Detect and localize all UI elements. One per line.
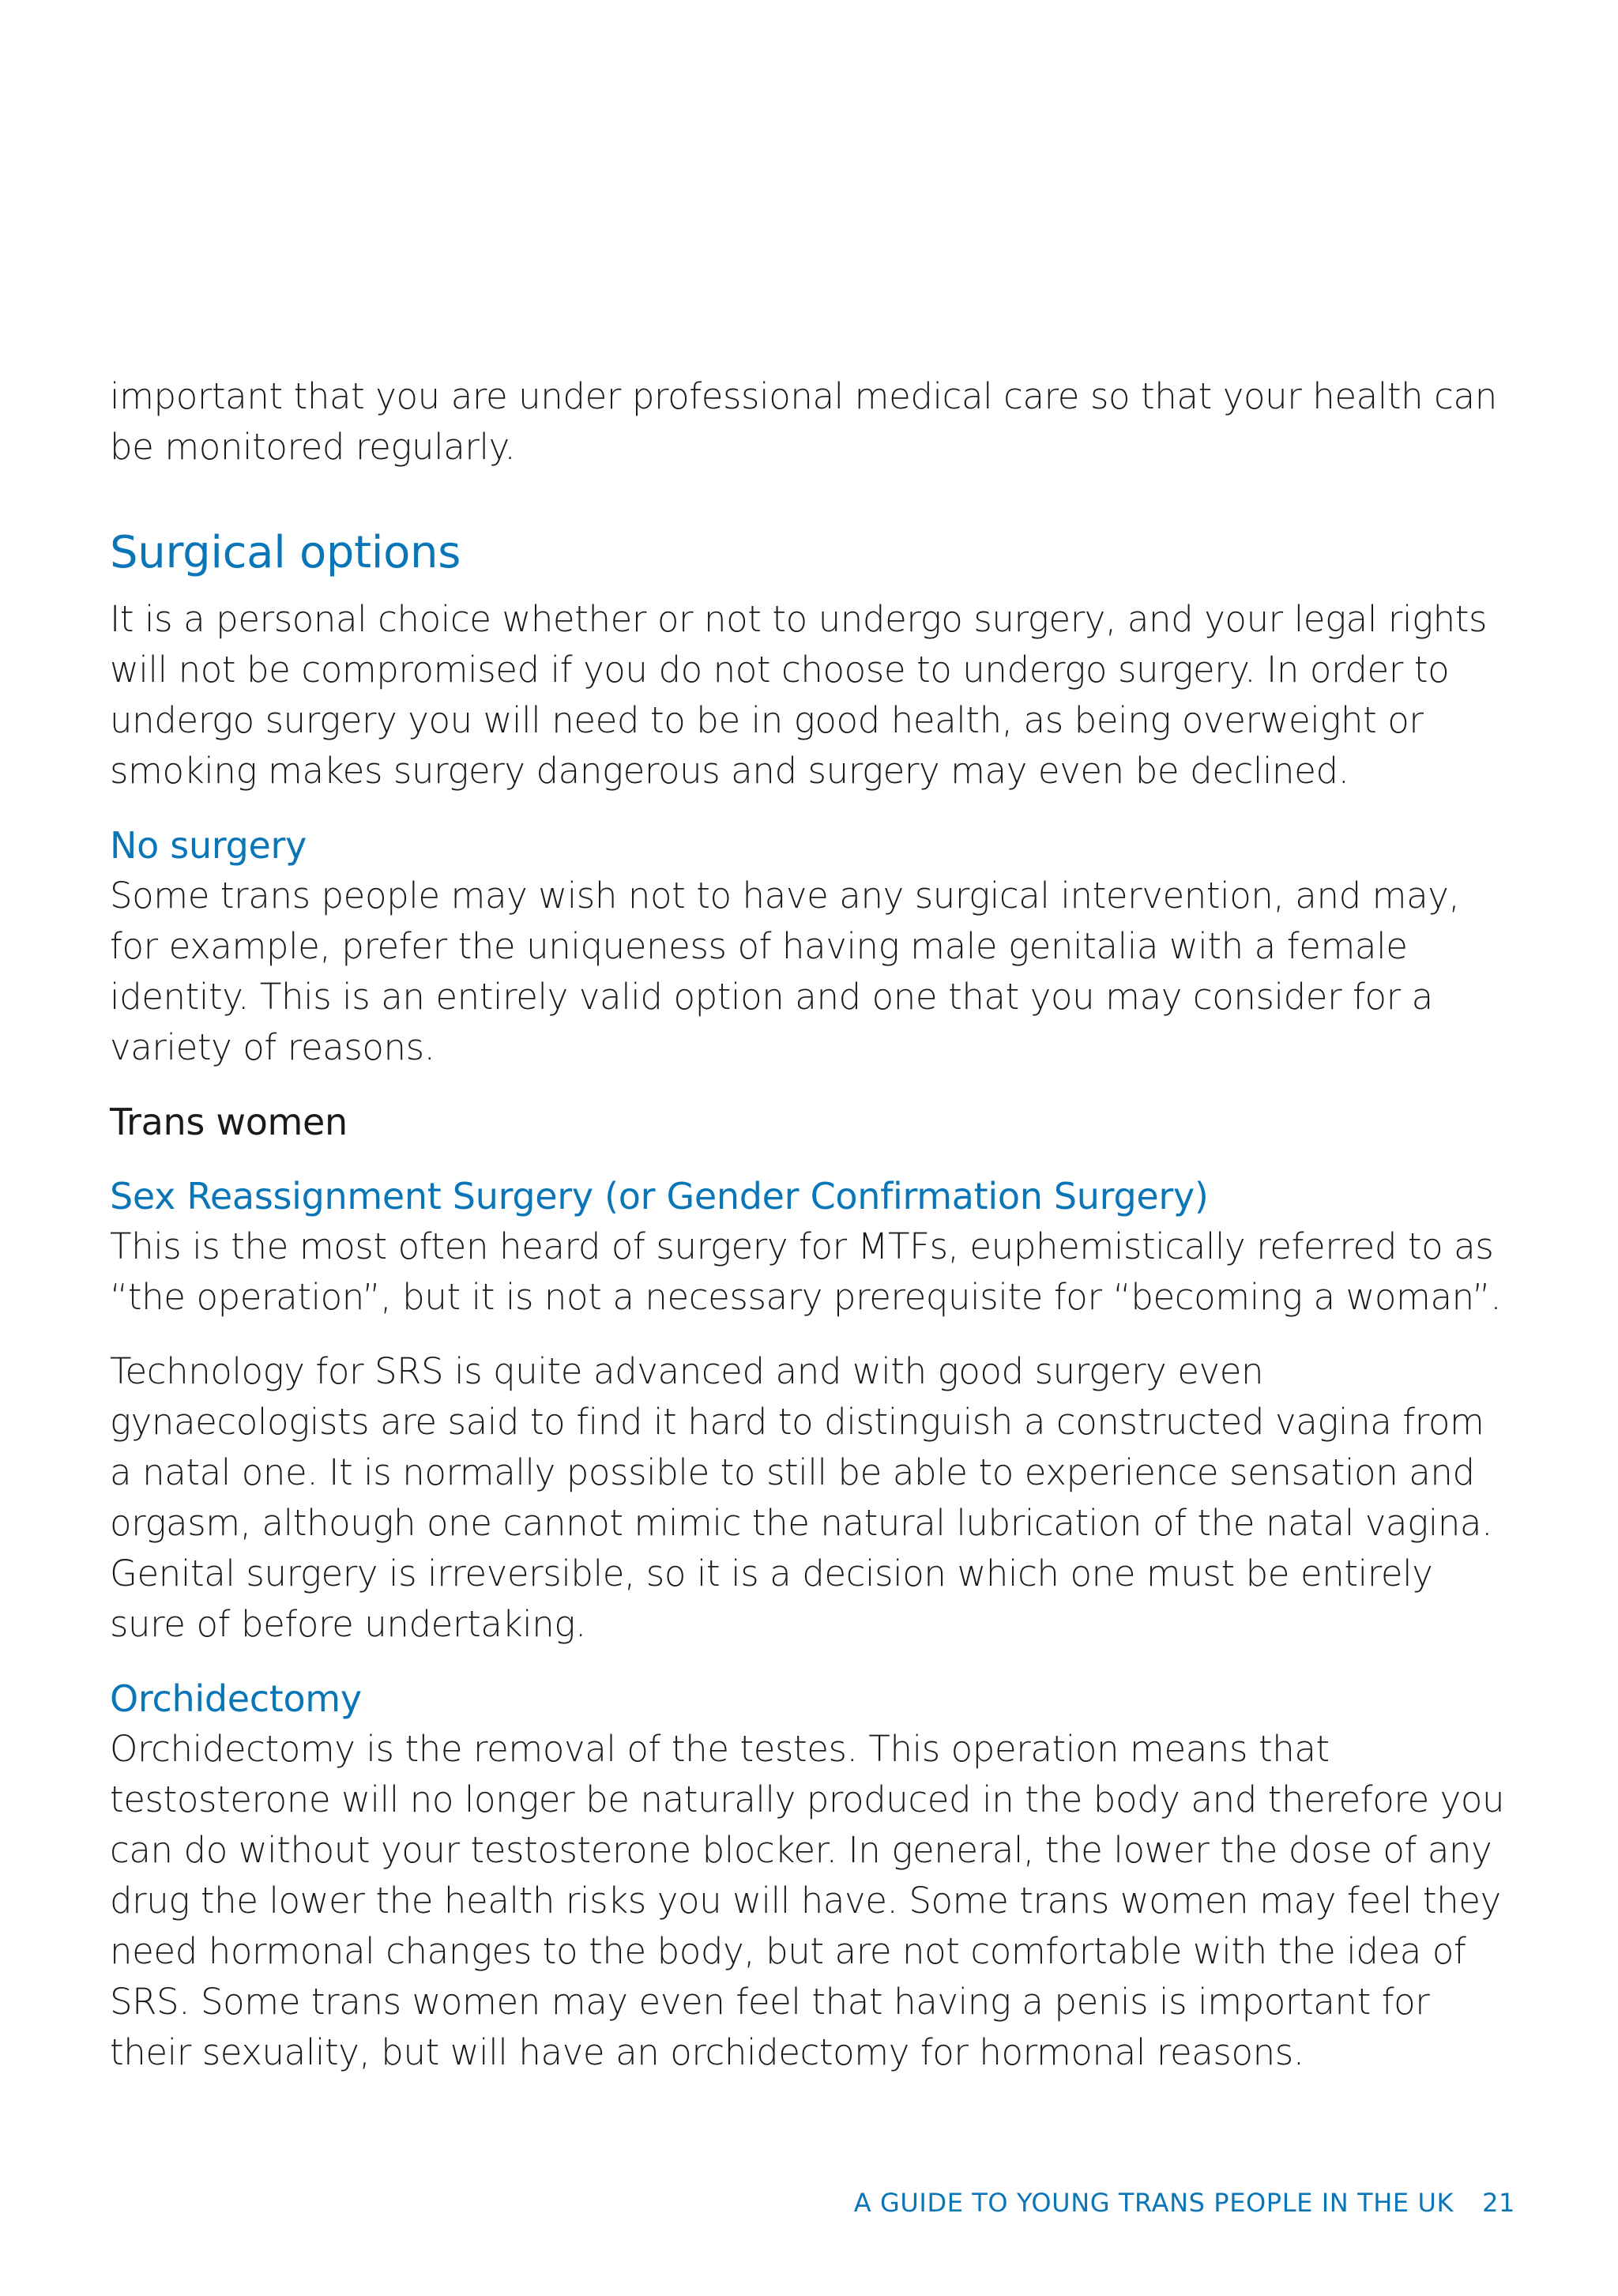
intro-paragraph: important that you are under professional medical care so that your health can be monitored regularly. — [110, 375, 1497, 468]
surgical-options-heading: Surgical options — [110, 527, 461, 578]
footer-title: A GUIDE TO YOUNG TRANS PEOPLE IN THE UK — [853, 2188, 1454, 2218]
surgical-options-paragraph: It is a personal choice whether or not to undergo surgery, and your legal rights will not be compromised if you do not choose to undergo surgery. In order to undergo surgery you will need to be in good health, as being overweight or smoking makes surgery dangerous and surgery may even be declined. — [110, 598, 1488, 792]
srs-paragraph: This is the most often heard of surgery for MTFs, euphemistically referred to as “the operation”, but it is not a necessary prerequisite for “becoming a woman”. — [110, 1225, 1502, 1318]
page-content — [110, 371, 1516, 2078]
no-surgery-heading: No surgery — [110, 824, 307, 867]
srs-technology-paragraph: Technology for SRS is quite advanced and with good surgery even gynaecologists are said to find it hard to distinguish a constructed vagina from a natal one. It is normally possible to still be able to experience sensation and orgasm, although one cannot mimic the natural lubrication of the natal vagina. Genital surgery is irreversible, so it is a decision which one must be entirely sure of before undertaking. — [110, 1350, 1493, 1645]
trans-women-heading: Trans women — [110, 1101, 348, 1143]
no-surgery-paragraph: Some trans people may wish not to have any surgical intervention, and may, for example, prefer the uniqueness of having male genitalia with a female identity. This is an entirely valid option and one that you may consider for a variety of reasons. — [110, 875, 1460, 1068]
page-footer — [854, 2185, 1515, 2220]
page-number: 21 — [1482, 2188, 1515, 2218]
orchidectomy-heading: Orchidectomy — [110, 1677, 362, 1720]
orchidectomy-paragraph: Orchidectomy is the removal of the testes. This operation means that testosterone will no longer be naturally produced in the body and therefore you can do without your testosterone blocker. In general, the lower the dose of any drug the lower the health risks you will have. Some trans women may feel they need hormonal changes to the body, but are not comfortable with the idea of SRS. Some trans women may even feel that having a penis is important for their sexuality, but will have an orchidectomy for hormonal reasons. — [110, 1728, 1505, 2073]
srs-heading: Sex Reassignment Surgery (or Gender Confirmation Surgery) — [110, 1175, 1209, 1218]
